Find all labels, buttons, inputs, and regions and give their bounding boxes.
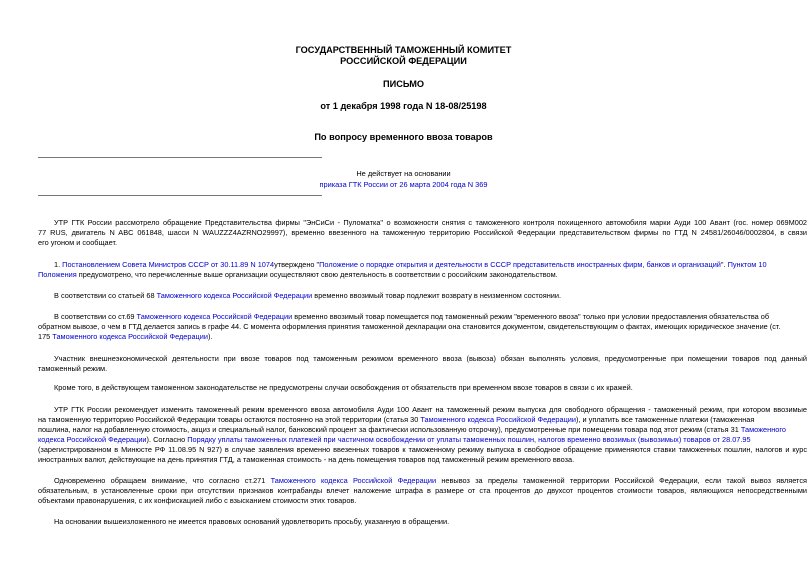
link-customs-code[interactable]: Таможенного xyxy=(740,425,786,434)
paragraph-1-line-1 xyxy=(38,218,807,228)
link-regulation[interactable]: Положения xyxy=(38,270,77,279)
text: ". xyxy=(720,260,728,269)
paragraph-1-line-2: 77 RUS, двигатель N ABC 061848, шасси N WAUZZZ4AZRNO29997), временно ввезенного на таможенную территорию Российской Федерации представительством фирмы по ГТД N 24581/26046/0002804, в связи xyxy=(38,228,807,237)
link-regulation-representations[interactable]: Положение о порядке открытия и деятельности в СССР представительств иностранных фирм, банков и организаций xyxy=(319,260,721,269)
paragraph-7-line-6: иностранных валют, действующие на день принятия ГТД, а таможенная стоимость - на день помещения товаров под таможенный режим временного ввоза. xyxy=(38,455,575,464)
status-note: Не действует на основании xyxy=(356,169,451,178)
text: невывоз за пределы таможенной территории Российской Федерации, если такой вывоз является xyxy=(436,476,807,485)
paragraph-5-line-1 xyxy=(38,354,807,364)
link-customs-code[interactable]: кодекса Российской Федерации xyxy=(38,435,147,444)
paragraph-7-line-1 xyxy=(38,405,807,415)
text: на таможенную территорию Российской Федерации товары остаются постоянно на этой территории (статья 30 xyxy=(38,415,421,424)
text: В соответствии со ст.69 xyxy=(54,312,137,321)
paragraph-6 xyxy=(38,383,807,393)
paragraph-5-line-2: таможенный режим. xyxy=(38,364,108,373)
text: УТР ГТК России рекомендует изменить таможенный режим временного ввоза автомобиля Ауди 100 Авант на таможенный режим выпуска для свободного обращения - таможенный режим, при котором ввозимые xyxy=(54,405,807,414)
paragraph-2-line-2 xyxy=(38,270,807,280)
status-link[interactable]: приказа ГТК России от 26 марта 2004 года N 369 xyxy=(319,180,488,189)
text: Кроме того, в действующем таможенном законодательстве не предусмотрены случаи освобождения от обязательств при временном ввозе товаров в связи с их кражей. xyxy=(54,383,633,392)
paragraph-7-line-3 xyxy=(38,425,807,435)
paragraph-8-line-1 xyxy=(38,476,807,486)
separator-top xyxy=(38,157,322,158)
text: 175 xyxy=(38,332,53,341)
paragraph-3 xyxy=(38,291,807,301)
text: 1. xyxy=(54,260,63,269)
text: Участник внешнеэкономической деятельности при ввозе товаров под таможенным режимом временного ввоза (вывоза) обязан выполнять условия, предусмотренные при помещении товаров под данный xyxy=(54,354,807,363)
text: ), и уплатить все таможенные платежи (таможенная xyxy=(576,415,755,424)
text: пошлина, налог на добавленную стоимость, акциз и специальный налог, банковский процент за фактически использованную отсрочку), предусмотренные при помещении товара под этот режим (статья 31 xyxy=(38,425,741,434)
text: Одновременно обращаем внимание, что согласно ст.271 xyxy=(54,476,271,485)
paragraph-2-line-1 xyxy=(38,260,807,270)
text: На основании вышеизложенного не имеется правовых оснований удовлетворить просьбу, указанную в обращении. xyxy=(54,517,450,526)
link-payment-procedure[interactable]: Порядку уплаты таможенных платежей при частичном освобождении от уплаты таможенных пошлин, налогов временно ввозимых (вывозимых) товаров от 28.07.95 xyxy=(187,435,751,444)
text: ). Согласно xyxy=(146,435,188,444)
paragraph-8-line-3: объектами правонарушения, с их конфискацией либо с взысканием стоимости этих товаров. xyxy=(38,496,357,505)
link-customs-code[interactable]: Таможенного кодекса Российской Федерации xyxy=(136,312,293,321)
text: ). xyxy=(207,332,213,341)
paragraph-4-line-2: обратном вывозе, о чем в ГТД делается запись в графе 44. С момента оформления принятия таможенной декларации она становится документом, свидетельствующим о фактах, имеющих юридическое значение (ст. xyxy=(38,322,781,331)
text: временно ввозимый товар подлежит возврату в неизменном состоянии. xyxy=(312,291,562,300)
separator-bottom xyxy=(38,195,322,196)
paragraph-7-line-2 xyxy=(38,415,807,425)
document-subject: По вопросу временного ввоза товаров xyxy=(314,132,493,142)
issuer-line-1: ГОСУДАРСТВЕННЫЙ ТАМОЖЕННЫЙ КОМИТЕТ xyxy=(295,45,512,55)
document-type: ПИСЬМО xyxy=(382,79,425,89)
paragraph-4-line-3 xyxy=(38,332,807,342)
paragraph-1-line-3: его угоном и сообщает. xyxy=(38,238,118,247)
paragraph-7-line-5: (зарегистрированном в Минюсте РФ 11.08.95 N 927) в случае заявления временно ввезенных товаров к таможенному режиму выпуска в свободное обращение применяются ставки таможенных пошлин, налогов и курс xyxy=(38,445,807,454)
link-customs-code[interactable]: Таможенного кодекса Российской Федерации xyxy=(52,332,208,341)
paragraph-7-line-4 xyxy=(38,435,807,445)
document-date-number: от 1 декабря 1998 года N 18-08/25198 xyxy=(320,101,487,111)
link-customs-code[interactable]: Таможенного кодекса Российской Федерации xyxy=(270,476,437,485)
link-clause-10[interactable]: Пунктом 10 xyxy=(727,260,767,269)
text: УТР ГТК России рассмотрело обращение Представительства фирмы "ЭнСиСи - Пуломатка" о возможности снятия с таможенного контроля похищенного автомобиля марки Ауди 100 Авант (гос. номер 069М002 xyxy=(54,218,807,227)
text: предусмотрено, что перечисленные выше организации осуществляют свою деятельность в соответствии с российским законодательством. xyxy=(76,270,558,279)
paragraph-4-line-1 xyxy=(38,312,807,322)
link-resolution-1074[interactable]: Постановлением Совета Министров СССР от 30.11.89 N 1074 xyxy=(62,260,275,269)
issuer-line-2: РОССИЙСКОЙ ФЕДЕРАЦИИ xyxy=(340,56,467,66)
text: утверждено " xyxy=(274,260,320,269)
link-customs-code[interactable]: Таможенного кодекса Российской Федерации xyxy=(156,291,313,300)
link-customs-code[interactable]: Таможенного кодекса Российской Федерации xyxy=(420,415,576,424)
text: временно ввозимый товар помещается под таможенный режим "временного ввоза" только при условии предоставления обязательства об xyxy=(292,312,770,321)
paragraph-9 xyxy=(38,517,807,527)
text: В соответствии со статьей 68 xyxy=(54,291,157,300)
paragraph-8-line-2: обязательным, в установленные сроки при отсутствии признаков контрабанды влечет наложение штрафа в размере от ста процентов до двухсот процентов стоимости товаров, являющихся непосредственными xyxy=(38,486,807,495)
